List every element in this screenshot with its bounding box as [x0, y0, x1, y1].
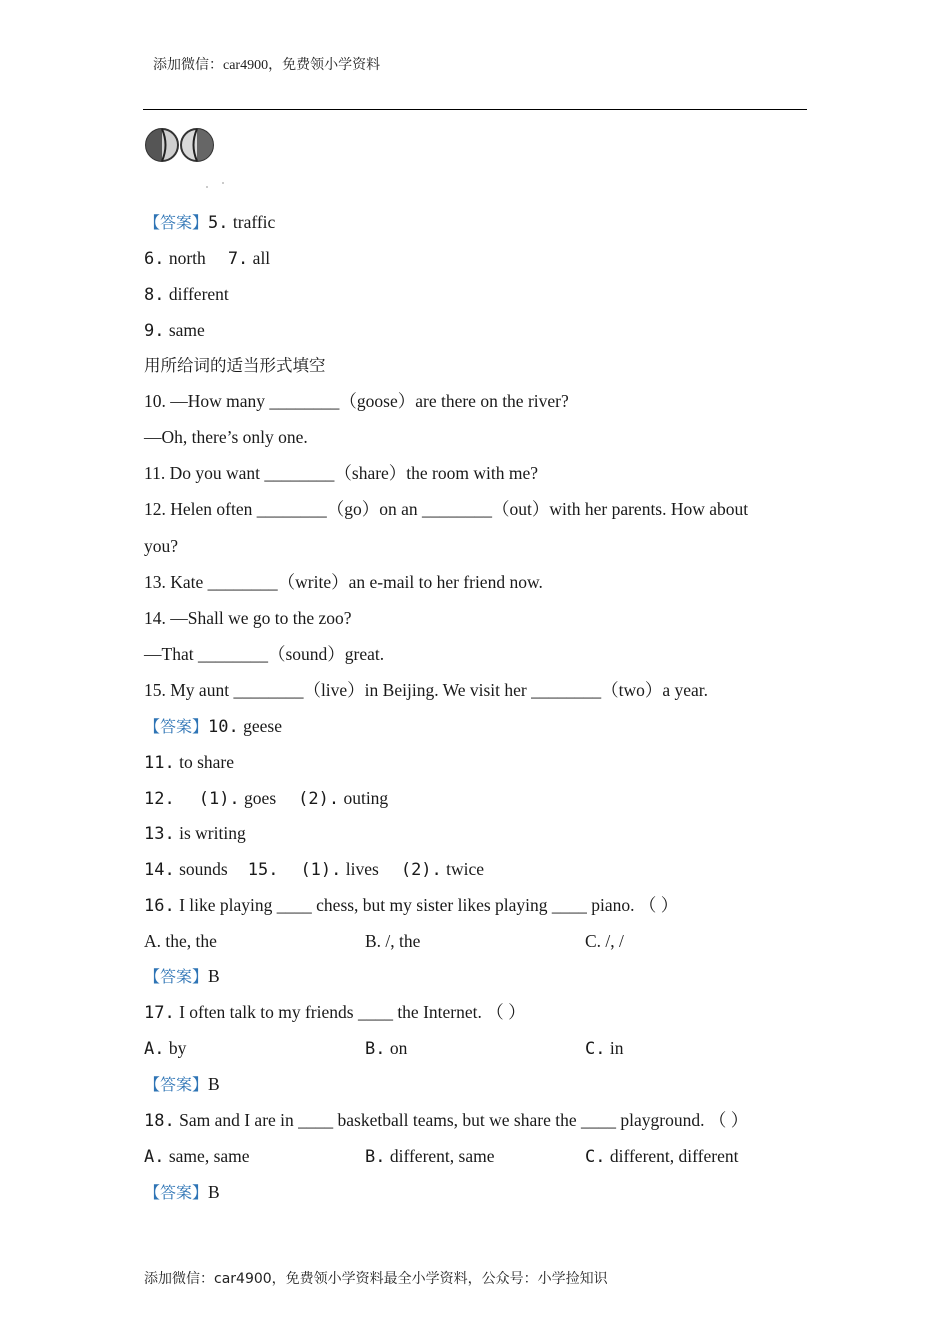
- option-17-c: C. in: [585, 1038, 624, 1059]
- question-14b: —That ________（sound）great.: [144, 644, 385, 664]
- answer-8: 8. different: [144, 284, 229, 305]
- option-17-b: B. on: [365, 1038, 408, 1059]
- option-16-b: B. /, the: [365, 931, 421, 951]
- answer-9: 9. same: [144, 320, 205, 341]
- question-11: 11. Do you want ________（share）the room with me?: [144, 463, 539, 483]
- question-17: 17. I often talk to my friends ____ the Internet. （ ）: [144, 1002, 526, 1023]
- question-13: 13. Kate ________（write）an e-mail to her friend now.: [144, 572, 543, 592]
- question-14a: 14. —Shall we go to the zoo?: [144, 608, 352, 628]
- answer-tag: 【答案】: [144, 213, 209, 232]
- page-footer: 添加微信：car4900，免费领小学资料最全小学资料，公众号：小学捡知识: [144, 1271, 608, 1287]
- option-17-a: A. by: [144, 1038, 187, 1059]
- question-12a: 12. Helen often ________（go）on an ________（out）with her parents. How about: [144, 499, 749, 519]
- answer-5: 【答案】5. traffic: [144, 212, 276, 233]
- question-15: 15. My aunt ________（live）in Beijing. We visit her ________（two）a year.: [144, 680, 709, 700]
- ball-left-icon: [146, 129, 178, 161]
- answer-11: 11. to share: [144, 752, 235, 773]
- ball-right-icon: [181, 129, 213, 161]
- question-10a: 10. —How many ________（goose）are there on the river?: [144, 391, 569, 411]
- balls-image: [145, 125, 235, 195]
- option-18-a: A. same, same: [144, 1146, 250, 1167]
- question-12b: you?: [144, 536, 179, 556]
- answer-16: 【答案】B: [144, 966, 220, 986]
- answer-12: 12. (1). goes (2). outing: [144, 788, 389, 809]
- option-18-c: C. different, different: [585, 1146, 739, 1167]
- answer-tag: 【答案】: [144, 1183, 209, 1202]
- answer-6-7: 6. north 7. all: [144, 248, 271, 269]
- answer-17: 【答案】B: [144, 1074, 220, 1094]
- answer-14-15: 14. sounds 15. (1). lives (2). twice: [144, 859, 485, 880]
- answer-18: 【答案】B: [144, 1182, 220, 1202]
- question-10b: —Oh, there’s only one.: [144, 427, 308, 447]
- question-16: 16. I like playing ____ chess, but my sister likes playing ____ piano. （ ）: [144, 895, 679, 916]
- answer-tag: 【答案】: [144, 967, 209, 986]
- option-16-a: A. the, the: [144, 931, 217, 951]
- section-title: 用所给词的适当形式填空: [144, 356, 326, 375]
- answer-13: 13. is writing: [144, 823, 246, 844]
- option-18-b: B. different, same: [365, 1146, 495, 1167]
- answer-tag: 【答案】: [144, 1075, 209, 1094]
- answer-10: 【答案】10. geese: [144, 716, 282, 737]
- question-18: 18. Sam and I are in ____ basketball teams, but we share the ____ playground. （ ）: [144, 1110, 749, 1131]
- answer-tag: 【答案】: [144, 717, 209, 736]
- page-header: 添加微信：car4900，免费领小学资料: [153, 58, 381, 73]
- option-16-c: C. /, /: [585, 931, 624, 951]
- header-rule: [143, 109, 807, 110]
